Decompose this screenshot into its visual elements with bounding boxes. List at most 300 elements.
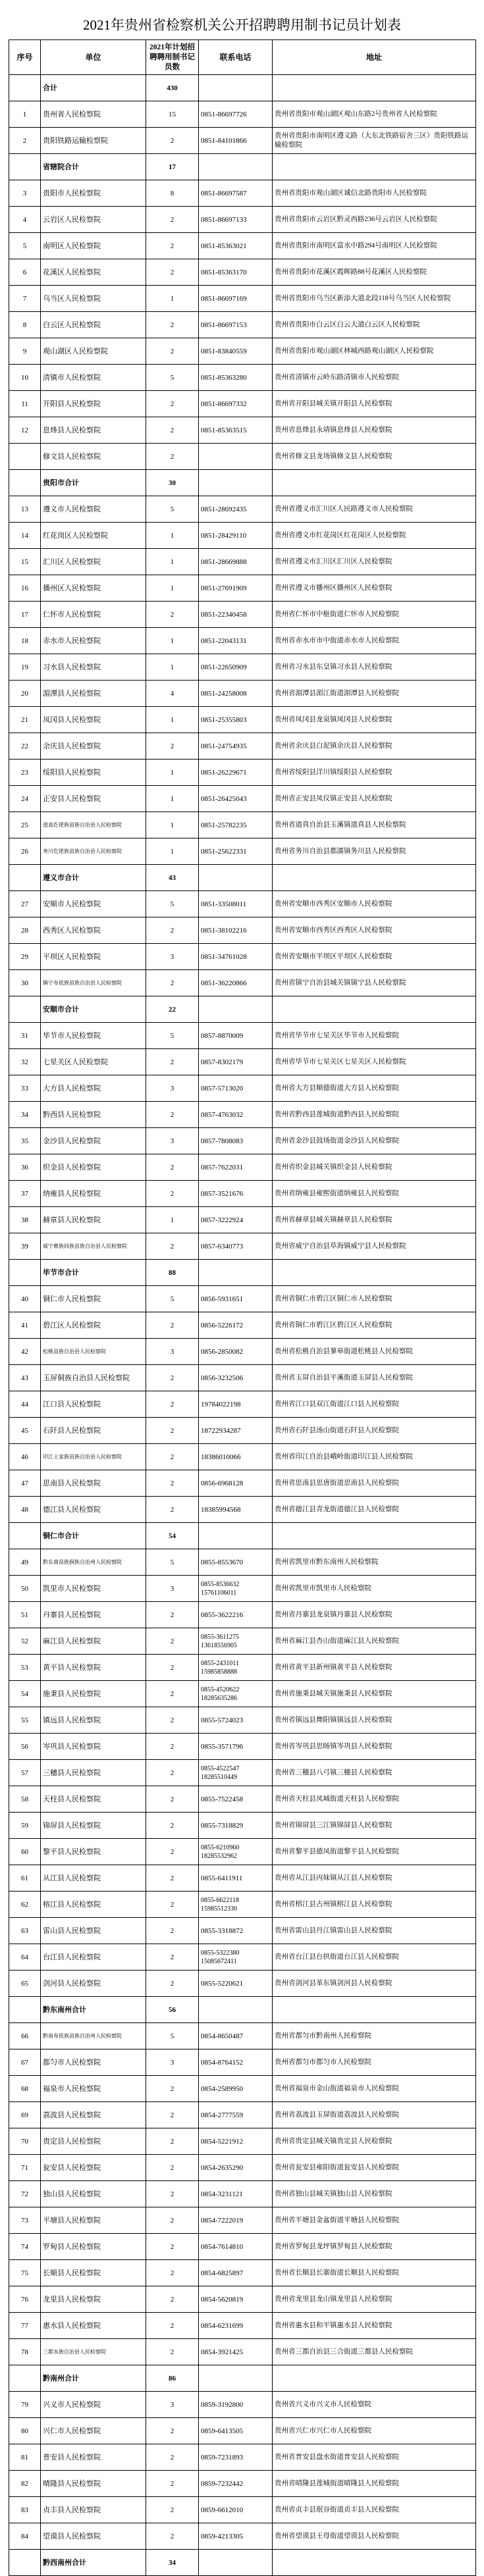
table-row (9, 1760, 476, 1786)
cell-addr: 贵州省福泉市金山街道福泉市人民检察院 (273, 2076, 476, 2102)
cell-addr: 贵州省大方县顺德街道大方县人民检察院 (273, 1075, 476, 1102)
cell-quota: 2 (146, 2313, 199, 2339)
cell-quota: 2 (146, 1839, 199, 1865)
cell-unit: 开阳县人民检察院 (41, 391, 146, 417)
table-row (9, 1944, 476, 1971)
cell-no (9, 865, 41, 891)
cell-tel (199, 154, 273, 180)
cell-unit: 贞丰县人民检察院 (41, 2497, 146, 2523)
cell-unit: 赤水市人民检察院 (41, 628, 146, 654)
cell-addr: 贵州省锦屏县三江镇锦屏县人民检察院 (273, 1813, 476, 1839)
cell-tel (199, 75, 273, 101)
cell-tel: 0851-38102216 (199, 917, 273, 944)
table-row (9, 365, 476, 391)
cell-no: 77 (9, 2313, 41, 2339)
cell-unit: 长顺县人民检察院 (41, 2260, 146, 2286)
cell-tel: 0855-3318872 (199, 1918, 273, 1944)
cell-tel: 0854-6231699 (199, 2313, 273, 2339)
cell-unit: 铜仁市合计 (41, 1523, 146, 1549)
cell-unit: 凯里市人民检察院 (41, 1576, 146, 1602)
cell-addr: 贵州省松桃自治县蓼皋街道松桃县人民检察院 (273, 1339, 476, 1365)
cell-no: 51 (9, 1602, 41, 1628)
table-row (9, 760, 476, 786)
cell-unit: 云岩区人民检察院 (41, 207, 146, 233)
cell-no: 40 (9, 1286, 41, 1312)
cell-tel: 0855-5322380 15085672411 (199, 1944, 273, 1971)
cell-no: 67 (9, 2049, 41, 2076)
cell-unit: 印江土家族苗族自治县人民检察院 (41, 1444, 146, 1470)
cell-no: 56 (9, 1734, 41, 1760)
cell-addr: 贵州省务川自治县都濡镇务川县人民检察院 (273, 838, 476, 865)
cell-unit: 惠水县人民检察院 (41, 2313, 146, 2339)
cell-addr: 贵州省都匀市黔南州人民检察院 (273, 2023, 476, 2049)
cell-addr: 贵州省金沙县鼓场街道金沙县人民检察院 (273, 1128, 476, 1154)
cell-addr: 贵州省赤水市市中街道赤水市人民检察院 (273, 628, 476, 654)
cell-quota: 17 (146, 154, 199, 180)
cell-quota: 5 (146, 2023, 199, 2049)
cell-unit: 台江县人民检察院 (41, 1944, 146, 1971)
table-row (9, 917, 476, 944)
cell-unit: 贵阳铁路运输检察院 (41, 128, 146, 154)
table-row (9, 1734, 476, 1760)
cell-unit: 纳雍县人民检察院 (41, 1181, 146, 1207)
table-row (9, 1233, 476, 1260)
table-row (9, 1181, 476, 1207)
table-row (9, 2523, 476, 2550)
cell-unit: 清镇市人民检察院 (41, 365, 146, 391)
cell-tel: 0857-6340773 (199, 1233, 273, 1260)
table-row (9, 1365, 476, 1391)
cell-tel: 0855-7318829 (199, 1813, 273, 1839)
cell-quota: 2 (146, 1602, 199, 1628)
cell-addr: 贵州省威宁自治县草海镇威宁县人民检察院 (273, 1233, 476, 1260)
cell-tel (199, 1997, 273, 2023)
cell-unit: 大方县人民检察院 (41, 1075, 146, 1102)
cell-addr: 贵州省兴仁市兴仁市人民检察院 (273, 2418, 476, 2444)
table-row (9, 1497, 476, 1523)
cell-addr: 贵州省普安县盘水街道普安县人民检察院 (273, 2444, 476, 2471)
cell-addr: 贵州省荔波县玉屏街道荔波县人民检察院 (273, 2102, 476, 2128)
cell-quota: 2 (146, 2076, 199, 2102)
cell-tel: 0851-28692435 (199, 496, 273, 523)
cell-unit: 丹寨县人民检察院 (41, 1602, 146, 1628)
cell-tel: 0854-6825897 (199, 2260, 273, 2286)
cell-tel: 0855-6411911 (199, 1865, 273, 1892)
cell-unit: 黔西南州合计 (41, 2550, 146, 2576)
cell-no: 60 (9, 1839, 41, 1865)
cell-quota: 1 (146, 786, 199, 812)
cell-addr: 贵州省独山县城关镇独山县人民检察院 (273, 2181, 476, 2207)
table-row (9, 2313, 476, 2339)
cell-unit: 黔南州合计 (41, 2365, 146, 2392)
cell-tel: 0859-3192800 (199, 2392, 273, 2418)
table-row (9, 1549, 476, 1576)
cell-unit: 播州区人民检察院 (41, 575, 146, 602)
table-row (9, 1602, 476, 1628)
cell-unit: 普安县人民检察院 (41, 2444, 146, 2471)
cell-tel: 0855-5220621 (199, 1971, 273, 1997)
table-header-row (9, 40, 476, 75)
cell-no: 35 (9, 1128, 41, 1154)
cell-no: 27 (9, 891, 41, 917)
cell-tel: 0855-3611275 13618556905 (199, 1628, 273, 1655)
cell-unit: 西秀区人民检察院 (41, 917, 146, 944)
cell-tel (199, 1523, 273, 1549)
cell-unit: 三穗县人民检察院 (41, 1760, 146, 1786)
table-row (9, 1786, 476, 1813)
cell-tel: 0855-8536632 15761106011 (199, 1576, 273, 1602)
cell-addr: 贵州省余庆县白泥镇余庆县人民检察院 (273, 733, 476, 760)
cell-tel: 0856-6968128 (199, 1470, 273, 1497)
cell-addr: 贵州省雷山县丹江镇雷山县人民检察院 (273, 1918, 476, 1944)
cell-no: 18 (9, 628, 41, 654)
cell-quota: 5 (146, 496, 199, 523)
cell-tel: 0855-3622216 (199, 1602, 273, 1628)
cell-addr: 贵州省湄潭县湄江街道湄潭县人民检察院 (273, 681, 476, 707)
cell-tel (199, 470, 273, 496)
cell-quota: 88 (146, 1260, 199, 1286)
header-unit: 单位 (41, 40, 146, 75)
cell-quota: 43 (146, 865, 199, 891)
table-row (9, 2392, 476, 2418)
cell-addr: 贵州省清镇市云岭东路清镇市人民检察院 (273, 365, 476, 391)
table-row (9, 944, 476, 970)
cell-tel: 0855-6210960 18285532962 (199, 1839, 273, 1865)
cell-quota: 2 (146, 1971, 199, 1997)
cell-no: 69 (9, 2102, 41, 2128)
cell-no: 16 (9, 575, 41, 602)
cell-unit: 平塘县人民检察院 (41, 2207, 146, 2234)
cell-no: 48 (9, 1497, 41, 1523)
cell-quota: 2 (146, 2234, 199, 2260)
cell-quota: 1 (146, 1207, 199, 1233)
cell-addr: 贵州省毕节市七星关区毕节市人民检察院 (273, 1023, 476, 1049)
cell-no (9, 2365, 41, 2392)
cell-unit: 观山湖区人民检察院 (41, 338, 146, 365)
cell-unit: 余庆县人民检察院 (41, 733, 146, 760)
cell-addr: 贵州省榕江县古州镇榕江县人民检察院 (273, 1892, 476, 1918)
cell-tel: 0851-33508011 (199, 891, 273, 917)
cell-tel: 18385994568 (199, 1497, 273, 1523)
cell-tel: 0855-4522547 18285510449 (199, 1760, 273, 1786)
cell-unit: 岑巩县人民检察院 (41, 1734, 146, 1760)
cell-unit: 玉屏侗族自治县人民检察院 (41, 1365, 146, 1391)
cell-quota: 2 (146, 1734, 199, 1760)
cell-tel: 0851-86697169 (199, 286, 273, 312)
table-row (9, 1075, 476, 1102)
cell-tel: 0855-3571796 (199, 1734, 273, 1760)
cell-quota: 3 (146, 1075, 199, 1102)
table-row (9, 1470, 476, 1497)
cell-quota: 2 (146, 2497, 199, 2523)
cell-no: 24 (9, 786, 41, 812)
cell-addr: 贵州省道真自治县玉溪镇道真县人民检察院 (273, 812, 476, 838)
cell-addr: 贵州省凤冈县龙泉镇凤冈县人民检察院 (273, 707, 476, 733)
cell-addr: 贵州省贵阳市南明区富水中路294号南明区人民检察院 (273, 233, 476, 259)
table-row (9, 838, 476, 865)
table-row (9, 1444, 476, 1470)
cell-no: 32 (9, 1049, 41, 1075)
cell-addr: 贵州省剑河县革东镇剑河县人民检察院 (273, 1971, 476, 1997)
cell-addr: 贵州省平塘县金盆街道平塘县人民检察院 (273, 2207, 476, 2234)
cell-tel: 0851-85363280 (199, 365, 273, 391)
table-row (9, 628, 476, 654)
cell-no: 54 (9, 1681, 41, 1707)
subtotal-row (9, 1997, 476, 2023)
cell-no: 42 (9, 1339, 41, 1365)
cell-no: 62 (9, 1892, 41, 1918)
cell-tel: 0851-28669888 (199, 549, 273, 575)
cell-quota: 1 (146, 549, 199, 575)
cell-unit: 毕节市人民检察院 (41, 1023, 146, 1049)
cell-quota: 1 (146, 812, 199, 838)
table-row (9, 1102, 476, 1128)
cell-addr: 贵州省开阳县城关镇开阳县人民检察院 (273, 391, 476, 417)
table-row (9, 1681, 476, 1707)
cell-addr: 贵州省黔西县莲城街道黔西县人民检察院 (273, 1102, 476, 1128)
cell-tel: 0851-26229671 (199, 760, 273, 786)
cell-unit: 黔西县人民检察院 (41, 1102, 146, 1128)
cell-unit: 南明区人民检察院 (41, 233, 146, 259)
cell-addr: 贵州省石阡县汤山街道石阡县人民检察院 (273, 1418, 476, 1444)
cell-quota: 2 (146, 1049, 199, 1075)
cell-addr: 贵州省贞丰县珉谷街道贞丰县人民检察院 (273, 2497, 476, 2523)
cell-addr: 贵州省从江县丙妹镇从江县人民检察院 (273, 1865, 476, 1892)
cell-no: 63 (9, 1918, 41, 1944)
cell-unit: 息烽县人民检察院 (41, 417, 146, 444)
cell-unit: 兴仁市人民检察院 (41, 2418, 146, 2444)
cell-quota: 3 (146, 1576, 199, 1602)
cell-quota: 2 (146, 1628, 199, 1655)
cell-no: 75 (9, 2260, 41, 2286)
cell-no: 21 (9, 707, 41, 733)
cell-quota: 2 (146, 444, 199, 470)
cell-addr (273, 996, 476, 1023)
cell-unit: 黄平县人民检察院 (41, 1655, 146, 1681)
cell-unit: 兴义市人民检察院 (41, 2392, 146, 2418)
cell-quota: 2 (146, 602, 199, 628)
cell-no: 83 (9, 2497, 41, 2523)
cell-no: 81 (9, 2444, 41, 2471)
cell-unit: 独山县人民检察院 (41, 2181, 146, 2207)
cell-unit: 锦屏县人民检察院 (41, 1813, 146, 1839)
cell-unit: 安顺市人民检察院 (41, 891, 146, 917)
cell-unit: 省辖院合计 (41, 154, 146, 180)
subtotal-row (9, 865, 476, 891)
cell-quota: 2 (146, 1391, 199, 1418)
cell-quota: 1 (146, 628, 199, 654)
cell-unit: 贵州省人民检察院 (41, 101, 146, 128)
cell-no: 74 (9, 2234, 41, 2260)
cell-tel: 0854-2777559 (199, 2102, 273, 2128)
cell-no: 36 (9, 1154, 41, 1181)
cell-tel: 0856-5931651 (199, 1286, 273, 1312)
cell-unit: 麻江县人民检察院 (41, 1628, 146, 1655)
cell-quota: 2 (146, 1655, 199, 1681)
cell-quota: 1 (146, 838, 199, 865)
cell-no (9, 470, 41, 496)
cell-tel (199, 2365, 273, 2392)
cell-unit: 剑河县人民检察院 (41, 1971, 146, 1997)
cell-no: 82 (9, 2471, 41, 2497)
cell-addr: 贵州省习水县东皇镇习水县人民检察院 (273, 654, 476, 681)
cell-unit: 贵阳市合计 (41, 470, 146, 496)
cell-addr (273, 470, 476, 496)
table-row (9, 1655, 476, 1681)
cell-addr: 贵州省安顺市西秀区安顺市人民检察院 (273, 891, 476, 917)
cell-tel: 0851-86697133 (199, 207, 273, 233)
cell-tel: 0851-86697332 (199, 391, 273, 417)
cell-tel: 0854-5221912 (199, 2128, 273, 2155)
cell-no: 53 (9, 1655, 41, 1681)
cell-tel: 0855-6622118 15985512330 (199, 1892, 273, 1918)
cell-tel: 0854-3921425 (199, 2339, 273, 2365)
cell-tel: 0859-7231893 (199, 2444, 273, 2471)
cell-addr: 贵州省安顺市平坝区平坝区人民检察院 (273, 944, 476, 970)
cell-quota: 2 (146, 2286, 199, 2313)
cell-no: 37 (9, 1181, 41, 1207)
cell-quota: 2 (146, 1470, 199, 1497)
cell-quota: 5 (146, 365, 199, 391)
cell-no: 61 (9, 1865, 41, 1892)
cell-tel: 0859-7232442 (199, 2471, 273, 2497)
cell-quota: 2 (146, 2102, 199, 2128)
cell-no (9, 1523, 41, 1549)
cell-tel: 0856-5226172 (199, 1312, 273, 1339)
table-body (9, 75, 476, 2576)
cell-no: 25 (9, 812, 41, 838)
cell-no: 6 (9, 259, 41, 286)
cell-no: 57 (9, 1760, 41, 1786)
cell-no (9, 444, 41, 470)
cell-unit: 务川仡佬族苗族自治县人民检察院 (41, 838, 146, 865)
cell-tel: 0851-25782235 (199, 812, 273, 838)
table-row (9, 2260, 476, 2286)
cell-no: 73 (9, 2207, 41, 2234)
cell-unit: 赫章县人民检察院 (41, 1207, 146, 1233)
subtotal-row (9, 996, 476, 1023)
cell-addr: 贵州省铜仁市碧江区铜仁市人民检察院 (273, 1286, 476, 1312)
cell-no: 29 (9, 944, 41, 970)
cell-quota: 2 (146, 128, 199, 154)
cell-tel: 0851-34761028 (199, 944, 273, 970)
cell-quota: 15 (146, 101, 199, 128)
cell-unit: 金沙县人民检察院 (41, 1128, 146, 1154)
cell-tel: 0855-4520622 18285635286 (199, 1681, 273, 1707)
cell-tel: 18722934287 (199, 1418, 273, 1444)
cell-quota: 1 (146, 760, 199, 786)
cell-no: 26 (9, 838, 41, 865)
header-quota: 2021年计划招聘聘用制书记员数 (146, 40, 199, 75)
cell-quota: 34 (146, 2550, 199, 2576)
cell-unit: 绥阳县人民检察院 (41, 760, 146, 786)
cell-quota: 2 (146, 2155, 199, 2181)
table-row (9, 786, 476, 812)
cell-no: 30 (9, 970, 41, 996)
cell-unit: 施秉县人民检察院 (41, 1681, 146, 1707)
cell-quota: 2 (146, 1786, 199, 1813)
cell-tel: 0851-85363170 (199, 259, 273, 286)
table-row (9, 417, 476, 444)
cell-no: 79 (9, 2392, 41, 2418)
cell-quota: 2 (146, 1865, 199, 1892)
cell-no: 2 (9, 128, 41, 154)
cell-quota: 2 (146, 1707, 199, 1734)
cell-no: 34 (9, 1102, 41, 1128)
cell-tel: 0857-5713020 (199, 1075, 273, 1102)
cell-quota: 2 (146, 1892, 199, 1918)
table-row (9, 2339, 476, 2365)
cell-addr: 贵州省贵阳市云岩区黔灵西路236号云岩区人民检察院 (273, 207, 476, 233)
cell-addr: 贵州省遵义市播州区播州区人民检察院 (273, 575, 476, 602)
cell-quota: 2 (146, 1681, 199, 1707)
cell-addr: 贵州省三穗县八弓镇三穗县人民检察院 (273, 1760, 476, 1786)
cell-addr: 贵州省遵义市汇川区人民路遵义市人民检察院 (273, 496, 476, 523)
table-row (9, 2234, 476, 2260)
cell-no: 64 (9, 1944, 41, 1971)
cell-no: 20 (9, 681, 41, 707)
cell-tel: 0855-8553670 (199, 1549, 273, 1576)
cell-no: 78 (9, 2339, 41, 2365)
cell-no: 59 (9, 1813, 41, 1839)
table-row (9, 180, 476, 207)
total-row (9, 75, 476, 101)
cell-addr: 贵州省都匀市都匀市人民检察院 (273, 2049, 476, 2076)
cell-quota: 3 (146, 1339, 199, 1365)
cell-unit: 仁怀市人民检察院 (41, 602, 146, 628)
cell-addr: 贵州省黎平县德凤街道黎平县人民检察院 (273, 1839, 476, 1865)
cell-tel (199, 444, 273, 470)
table-row (9, 1576, 476, 1602)
cell-unit: 龙里县人民检察院 (41, 2286, 146, 2313)
cell-tel (199, 1260, 273, 1286)
cell-quota: 8 (146, 180, 199, 207)
cell-unit: 福泉市人民检察院 (41, 2076, 146, 2102)
cell-no (9, 996, 41, 1023)
table-row (9, 207, 476, 233)
cell-tel: 0856-3232506 (199, 1365, 273, 1391)
cell-quota: 3 (146, 2049, 199, 2076)
cell-addr: 贵州省岑巩县思旸镇岑巩县人民检察院 (273, 1734, 476, 1760)
cell-tel: 0854-5620819 (199, 2286, 273, 2313)
cell-quota: 5 (146, 891, 199, 917)
cell-unit: 遵义市人民检察院 (41, 496, 146, 523)
cell-quota: 2 (146, 2128, 199, 2155)
cell-unit: 榕江县人民检察院 (41, 1892, 146, 1918)
cell-quota: 2 (146, 1102, 199, 1128)
table-row (9, 1865, 476, 1892)
cell-no: 50 (9, 1576, 41, 1602)
cell-no: 11 (9, 391, 41, 417)
cell-unit: 石阡县人民检察院 (41, 1418, 146, 1444)
cell-addr: 贵州省德江县青龙街道德江县人民检察院 (273, 1497, 476, 1523)
cell-addr: 贵州省晴隆县莲城街道晴隆县人民检察院 (273, 2471, 476, 2497)
cell-tel: 0851-22340458 (199, 602, 273, 628)
cell-unit: 铜仁市人民检察院 (41, 1286, 146, 1312)
cell-quota: 2 (146, 1444, 199, 1470)
recruitment-plan-table (9, 39, 476, 2576)
cell-no: 66 (9, 2023, 41, 2049)
cell-unit: 汇川区人民检察院 (41, 549, 146, 575)
cell-unit: 安顺市合计 (41, 996, 146, 1023)
cell-quota: 4 (146, 681, 199, 707)
table-row (9, 1128, 476, 1154)
cell-tel (199, 865, 273, 891)
cell-quota: 54 (146, 1523, 199, 1549)
cell-quota: 1 (146, 575, 199, 602)
cell-unit: 凤冈县人民检察院 (41, 707, 146, 733)
cell-quota: 22 (146, 996, 199, 1023)
